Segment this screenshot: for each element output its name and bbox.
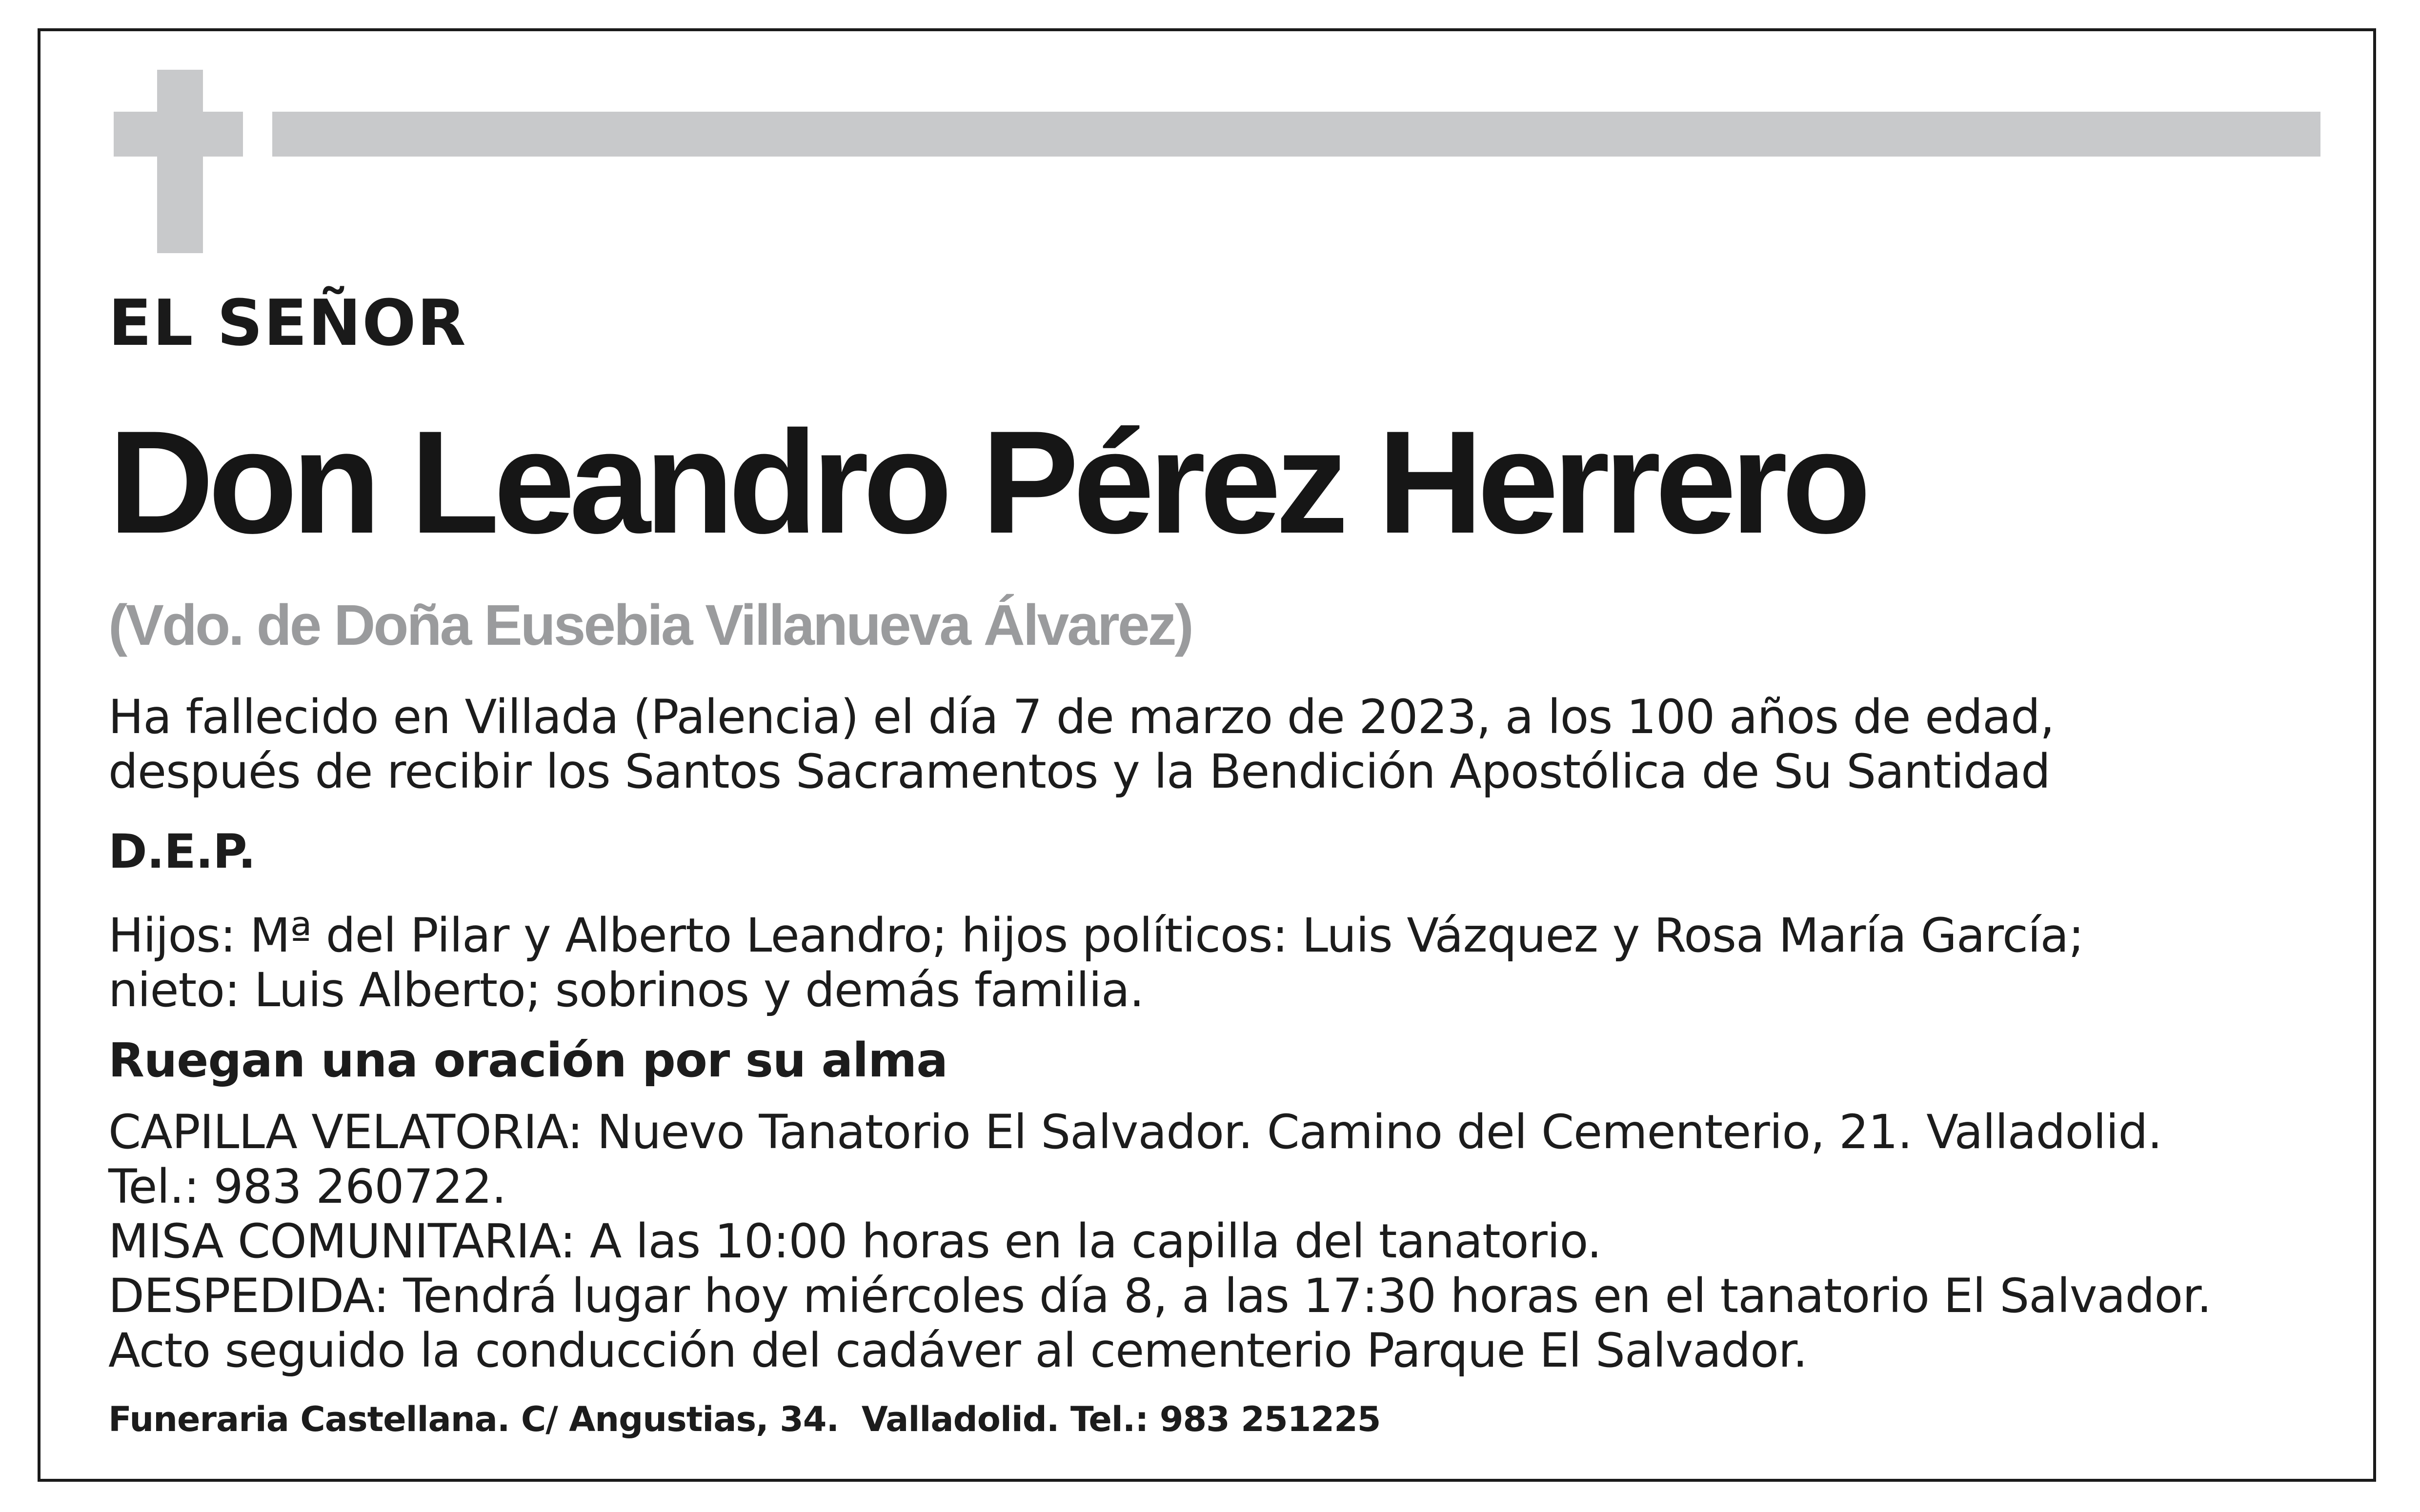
info-line: Acto seguido la conducción del cadáver al cementerio Parque El Salvador. [108, 1323, 1807, 1378]
deceased-name: Don Leandro Pérez Herrero [108, 400, 1866, 564]
death-line: después de recibir los Santos Sacramentos y la Bendición Apostólica de Su Santidad [108, 744, 2050, 799]
widow-of: (Vdo. de Doña Eusebia Villanueva Álvarez) [108, 593, 1192, 657]
salutation: EL SEÑOR [108, 286, 467, 360]
death-line: Ha fallecido en Villada (Palencia) el día 7 de marzo de 2023, a los 100 años de edad, [108, 690, 2055, 744]
family-line: Hijos: Mª del Pilar y Alberto Leandro; hijos políticos: Luis Vázquez y Rosa María García; [108, 908, 2084, 963]
dep-label: D.E.P. [108, 824, 256, 879]
prayer-request: Ruegan una oración por su alma [108, 1033, 948, 1088]
info-line: CAPILLA VELATORIA: Nuevo Tanatorio El Salvador. Camino del Cementerio, 21. Valladolid. [108, 1105, 2162, 1159]
funeral-home-footer: Funeraria Castellana. C/ Angustias, 34. Valladolid. Tel.: 983 251225 [108, 1399, 1381, 1439]
info-line: MISA COMUNITARIA: A las 10:00 horas en la capilla del tanatorio. [108, 1214, 1602, 1269]
cross-icon [157, 70, 203, 253]
info-line: Tel.: 983 260722. [108, 1159, 506, 1214]
cross-icon-bar [114, 112, 243, 157]
info-line: DESPEDIDA: Tendrá lugar hoy miércoles día 8, a las 17:30 horas en el tanatorio El Salvador. [108, 1269, 2212, 1323]
family-line: nieto: Luis Alberto; sobrinos y demás familia. [108, 963, 1144, 1017]
header-rule [272, 112, 2320, 157]
